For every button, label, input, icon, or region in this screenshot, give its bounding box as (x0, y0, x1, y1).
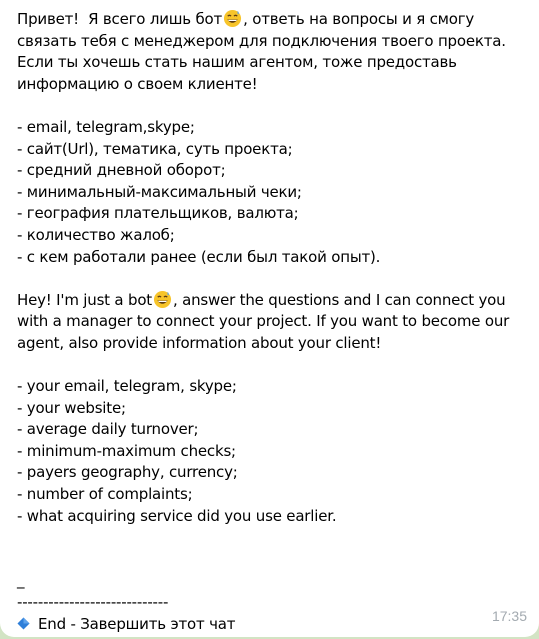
end-command-line (17, 614, 529, 636)
end-command-text[interactable]: End - Завершить этот чат (38, 614, 236, 633)
ru-line: связать тебя с менеджером для подключения твоего проекта. (17, 31, 506, 50)
en-list-item: - number of complaints; (17, 485, 193, 504)
en-line: agent, also provide information about your client! (17, 333, 382, 352)
grinning-sweat-emoji-icon (223, 9, 242, 28)
ru-list-item: - география плательщиков, валюта; (17, 204, 299, 223)
en-line: with a manager to connect your project. If you want to become our (17, 312, 510, 331)
ru-greeting-end: , ответь на вопросы и я смогу (243, 10, 475, 28)
en-greeting-start: Hey! I'm just a bot (17, 290, 152, 309)
en-list-item: - your email, telegram, skype; (17, 377, 237, 396)
ru-list-item: - сайт(Url), тематика, суть проекта; (17, 139, 293, 158)
grinning-sweat-emoji-icon (153, 290, 172, 309)
ru-greeting-line (17, 9, 529, 31)
ru-greeting-start: Привет! Я всего лишь бот (17, 10, 223, 28)
ru-line: Если ты хочешь стать нашим агентом, тоже предоставь (17, 53, 457, 72)
en-list-item: - what acquiring service did you use earlier. (17, 506, 337, 525)
ru-line: информацию о своем клиенте! (17, 74, 258, 93)
en-list-item: - your website; (17, 398, 126, 417)
ru-list-item: - email, telegram,skype; (17, 117, 195, 136)
blue-diamond-icon (17, 617, 30, 630)
ru-list-item: - количество жалоб; (17, 225, 175, 244)
message-text (17, 9, 529, 635)
separator-line: ----------------------------- (17, 593, 169, 612)
en-list-item: - payers geography, currency; (17, 463, 238, 482)
ru-list-item: - с кем работали ранее (если был такой опыт). (17, 247, 381, 266)
en-list-item: - minimum-maximum checks; (17, 441, 236, 460)
ru-list-item: - средний дневной оборот; (17, 161, 226, 180)
underscore-line: _ (17, 571, 25, 590)
en-list-item: - average daily turnover; (17, 420, 199, 439)
en-greeting-line (17, 290, 529, 312)
en-greeting-end: , answer the questions and I can connect you (172, 290, 506, 309)
ru-list-item: - минимальный-максимальный чеки; (17, 182, 302, 201)
message-timestamp: 17:35 (491, 608, 527, 624)
